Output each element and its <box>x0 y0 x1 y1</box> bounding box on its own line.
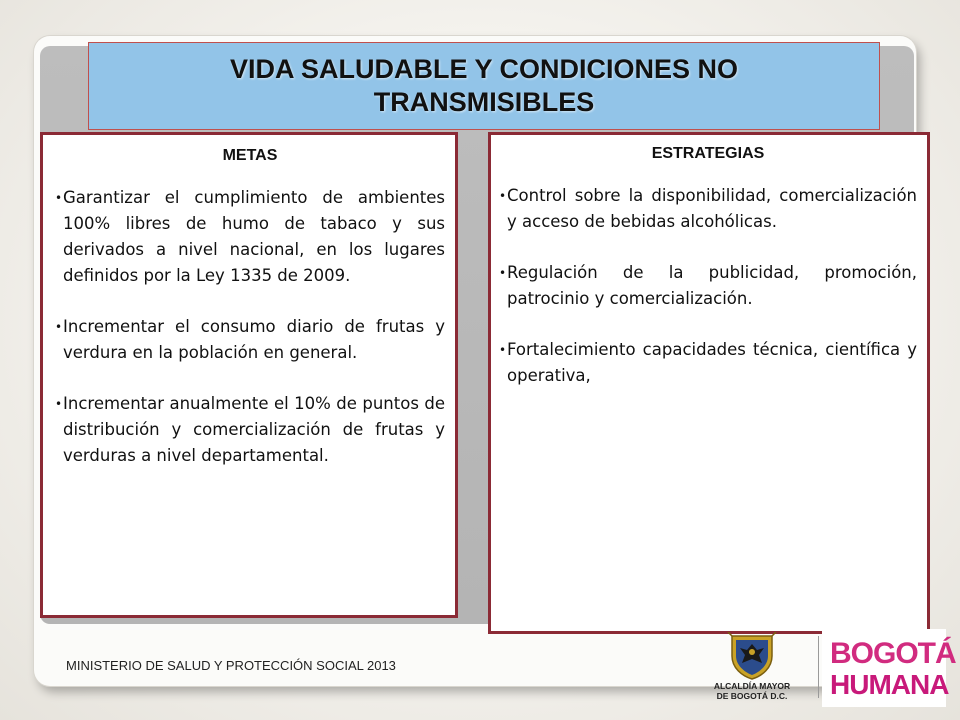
slide-title <box>230 53 738 119</box>
estrategias-panel <box>488 132 930 634</box>
estrategias-list <box>499 183 917 389</box>
list-item: • Garantizar el cumplimiento de ambientes 100% libres de humo de tabaco y sus derivados a nivel nacional, en los lugares definidos por la Ley 1335 de 2009. <box>55 185 445 289</box>
metas-heading: METAS <box>222 147 278 164</box>
bullet-icon: • <box>55 191 63 205</box>
bogota-humana-logo <box>822 629 956 707</box>
list-item: • Fortalecimiento capacidades técnica, científica y operativa, <box>499 337 917 389</box>
metas-list <box>55 185 445 469</box>
alcaldia-logo <box>702 632 802 712</box>
title-box <box>88 42 880 130</box>
coat-of-arms-icon <box>726 632 778 680</box>
bogota-logo-word-2: HUMANA <box>830 669 949 700</box>
bullet-icon: • <box>55 320 63 334</box>
list-item: • Control sobre la disponibilidad, comercialización y acceso de bebidas alcohólicas. <box>499 183 917 235</box>
slide-title-line-1: VIDA SALUDABLE Y CONDICIONES NO <box>229 54 739 84</box>
alcaldia-label-2: DE BOGOTÁ D.C. <box>716 691 788 701</box>
bullet-icon: • <box>499 189 507 203</box>
bullet-icon: • <box>499 343 507 357</box>
bogota-logo-word-1: BOGOTÁ <box>830 637 956 670</box>
estrategias-heading: ESTRATEGIAS <box>651 145 765 162</box>
list-item: • Regulación de la publicidad, promoción, patrocinio y comercialización. <box>499 260 917 312</box>
bullet-icon: • <box>499 266 507 280</box>
slide-title-line-2: TRANSMISIBLES <box>373 87 595 117</box>
bullet-icon: • <box>55 397 63 411</box>
list-item: • Incrementar el consumo diario de frutas y verdura en la población en general. <box>55 314 445 366</box>
list-item: • Incrementar anualmente el 10% de puntos de distribución y comercialización de frutas y verduras a nivel departamental. <box>55 391 445 469</box>
footer-text: MINISTERIO DE SALUD Y PROTECCIÓN SOCIAL 2013 <box>66 658 396 673</box>
metas-panel <box>40 132 458 618</box>
alcaldia-label-1: ALCALDÍA MAYOR <box>713 681 791 691</box>
logo-divider <box>818 636 819 698</box>
